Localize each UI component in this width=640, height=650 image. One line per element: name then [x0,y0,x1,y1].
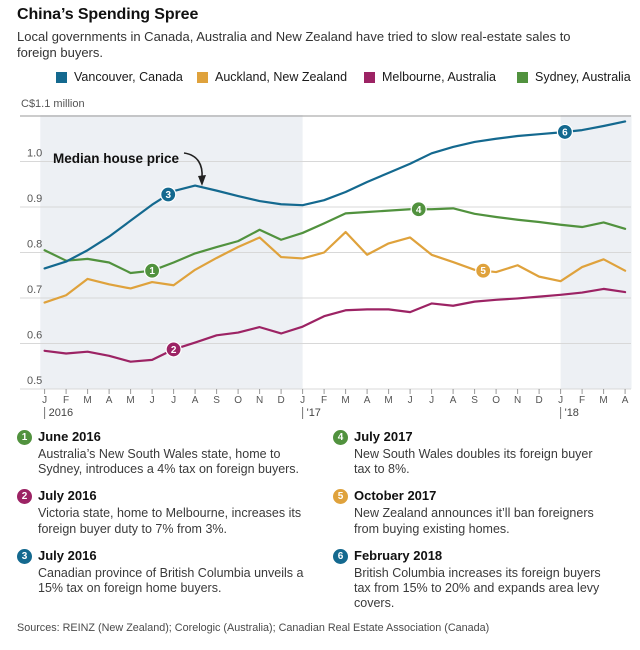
note-item-2 [17,489,323,536]
x-axis-month-label: A [449,395,457,406]
event-marker-number: 4 [415,204,422,216]
note-item-1 [17,430,323,477]
y-axis-label: 1.0 [27,147,43,160]
price-line-chart [0,95,640,430]
x-axis-month-label: N [513,395,522,406]
note-text: New South Wales doubles its foreign buyer tax to 8%. [354,446,593,477]
note-text: Victoria state, home to Melbourne, increases its foreign buyer duty to 7% from 3%. [38,506,302,536]
event-marker-number: 3 [165,189,172,201]
x-axis-year-label: '17 [306,407,321,419]
x-axis-month-label: S [213,395,220,406]
page-title: China’s Spending Spree [17,6,199,23]
x-axis-month-label: F [579,395,586,406]
note-item-6 [333,549,623,612]
legend-swatch-icon [517,72,528,83]
legend-item-vancouver [56,70,183,84]
x-axis-month-label: A [191,395,199,406]
x-axis-month-label: J [429,395,435,406]
y-axis-label: 0.7 [27,284,43,296]
x-axis-month-label: O [234,395,242,406]
notes-column-left [17,430,323,596]
note-item-4 [333,430,623,477]
event-marker-number: 1 [149,266,155,278]
note-item-3 [17,549,323,596]
note-badge-6: 6 [333,549,348,564]
x-axis-month-label: D [535,395,543,406]
note-text: Canadian province of British Columbia unveils a 15% tax on foreign home buyers. [38,565,304,596]
x-axis-month-label: J [407,395,413,406]
x-axis-month-label: F [63,395,70,406]
note-text: British Columbia increases its foreign buyers tax from 15% to 20% and expands area levy covers. [354,565,601,611]
note-badge-5: 5 [333,489,348,504]
x-axis-month-label: J [149,395,155,406]
note-badge-3: 3 [17,549,32,564]
legend-label: Sydney, Australia [535,70,631,84]
x-axis-month-label: M [83,395,92,406]
x-axis-month-label: A [363,395,371,406]
legend-item-sydney [517,70,631,84]
y-axis-label: 0.8 [27,238,43,251]
event-marker-number: 5 [480,266,486,278]
x-axis-month-label: N [255,395,264,406]
x-axis-month-label: J [300,395,306,406]
note-date: February 2018 [354,547,443,563]
legend-label: Vancouver, Canada [74,70,183,84]
note-date: July 2017 [354,429,413,444]
x-axis-month-label: M [341,395,350,406]
x-axis-month-label: D [277,395,285,406]
note-badge-1: 1 [17,430,32,445]
legend-swatch-icon [364,72,375,83]
x-axis-month-label: O [492,395,500,406]
note-badge-2: 2 [17,489,32,504]
x-axis-month-label: A [105,395,113,406]
event-marker-number: 2 [170,344,177,356]
legend-item-auckland [197,70,347,84]
x-axis-month-label: F [321,395,328,406]
sources-line: Sources: REINZ (New Zealand); Corelogic (Australia); Canadian Real Estate Association (Canada) [17,622,490,634]
x-axis-year-label: 2016 [48,407,74,419]
legend-swatch-icon [56,72,67,83]
chart-subtitle: Local governments in Canada, Australia and New Zealand have tried to slow real-estate sales to foreign buyers. [17,29,571,61]
note-date: July 2016 [38,547,97,563]
chart-legend [0,70,640,88]
note-date: July 2016 [38,488,97,504]
note-date: June 2016 [38,429,101,444]
x-axis-month-label: M [599,395,608,406]
notes-column-right [333,430,623,612]
x-axis-month-label: A [621,395,629,406]
x-axis-month-label: J [42,395,48,406]
note-item-5 [333,489,623,536]
y-axis-label: 0.6 [27,329,43,342]
note-text: New Zealand announces it’ll ban foreigners from buying existing homes. [354,506,594,536]
note-date: October 2017 [354,488,437,504]
legend-swatch-icon [197,72,208,83]
y-axis-label: 0.5 [27,375,43,387]
x-axis-month-label: M [384,395,393,406]
x-axis-month-label: J [558,395,564,406]
unit-label: C$1.1 million [21,98,85,110]
x-axis-year-label: '18 [564,407,579,419]
y-axis-label: 0.9 [27,193,43,205]
note-text: Australia’s New South Wales state, home to Sydney, introduces a 4% tax on foreign buyers. [38,446,300,477]
legend-label: Auckland, New Zealand [215,70,348,84]
x-axis-month-label: M [126,395,135,406]
legend-label: Melbourne, Australia [382,70,496,84]
median-house-price-annotation: Median house price [53,151,180,166]
x-axis-month-label: S [471,395,478,406]
event-marker-number: 6 [562,127,568,139]
legend-item-melbourne [364,70,496,84]
note-badge-4: 4 [333,430,348,445]
x-axis-month-label: J [171,395,177,406]
